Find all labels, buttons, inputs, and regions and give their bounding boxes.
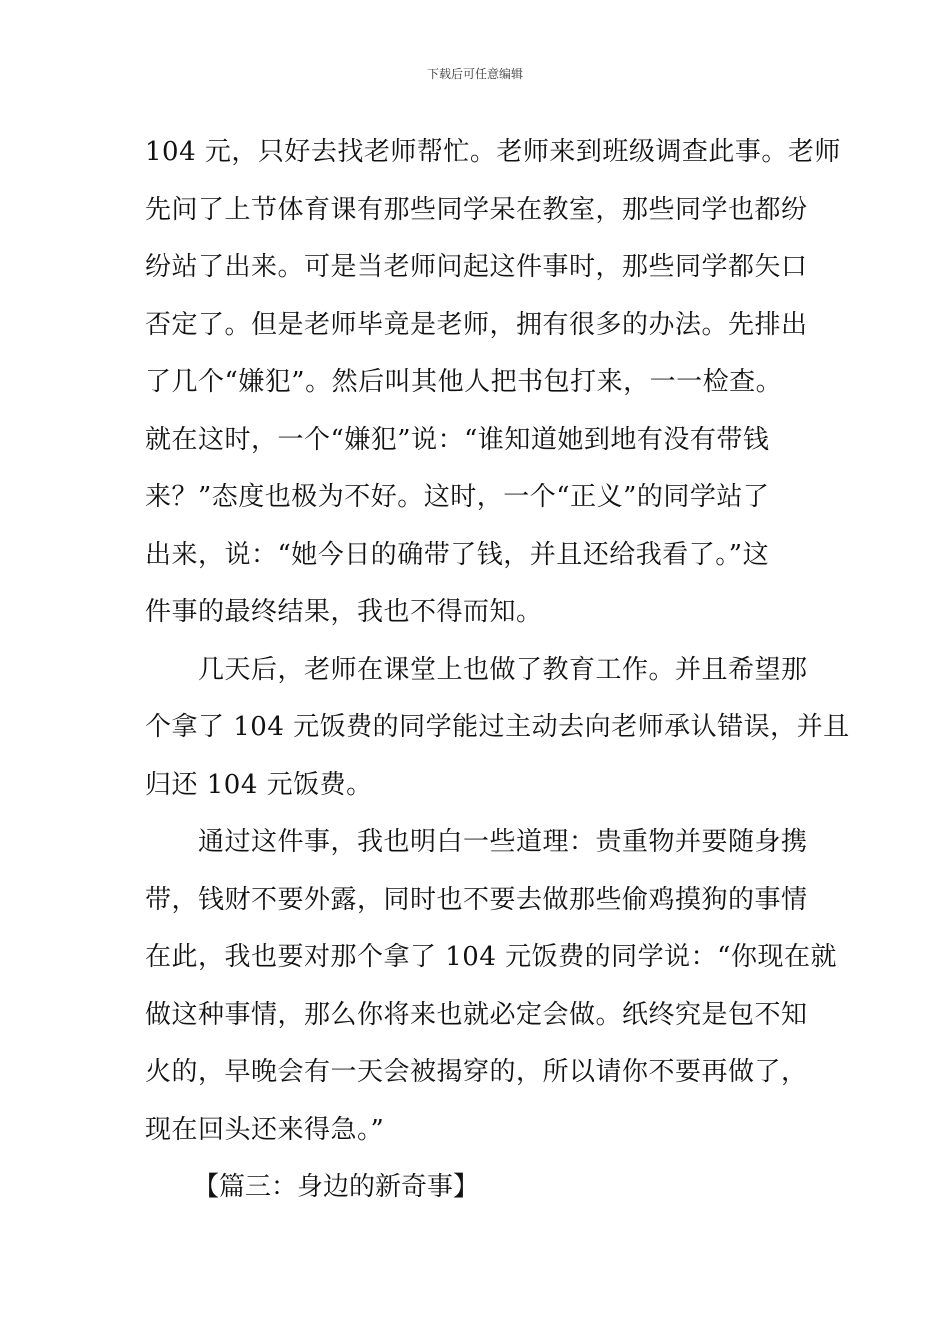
text-line: 就在这时，一个“嫌犯”说：“谁知道她到地有没有带钱: [145, 424, 770, 455]
text-line: 通过这件事，我也明白一些道理：贵重物并要随身携: [198, 827, 808, 857]
text-line: 否定了。但是老师毕竟是老师，拥有很多的办法。先排出: [145, 309, 808, 340]
text-line: 了几个“嫌犯”。然后叫其他人把书包打来，一一检查。: [145, 367, 783, 397]
text-line: 件事的最终结果，我也不得而知。: [145, 597, 543, 627]
text-line: 带，钱财不要外露，同时也不要去做那些偷鸡摸狗的事情: [145, 884, 808, 915]
text-line: 几天后，老师在课堂上也做了教育工作。并且希望那: [198, 654, 808, 685]
body-text: [145, 124, 850, 1159]
text-line: 来？”态度也极为不好。这时，一个“正义”的同学站了: [145, 482, 770, 512]
document-body: [145, 124, 850, 1217]
text-line: 火的，早晚会有一天会被揭穿的，所以请你不要再做了，: [145, 1057, 808, 1087]
text-line: 出来，说：“她今日的确带了钱，并且还给我看了。”这: [145, 539, 770, 570]
text-line: 个拿了 104 元饭费的同学能过主动去向老师承认错误，并且: [145, 712, 850, 742]
page-header: 下载后可任意编辑: [426, 67, 523, 81]
text-line: 现在回头还来得急。”: [145, 1114, 385, 1145]
section-title: 【篇三：身边的新奇事】: [193, 1172, 480, 1202]
text-line: 归还 104 元饭费。: [145, 769, 373, 800]
text-line: 在此，我也要对那个拿了 104 元饭费的同学说：“你现在就: [145, 942, 837, 972]
text-line: 纷站了出来。可是当老师问起这件事时，那些同学都矢口: [145, 252, 808, 282]
text-line: 先问了上节体育课有那些同学呆在教室，那些同学也都纷: [145, 194, 808, 225]
text-line: 做这种事情，那么你将来也就必定会做。纸终究是包不知: [145, 999, 808, 1030]
text-line: 104 元，只好去找老师帮忙。老师来到班级调查此事。老师: [145, 137, 841, 167]
